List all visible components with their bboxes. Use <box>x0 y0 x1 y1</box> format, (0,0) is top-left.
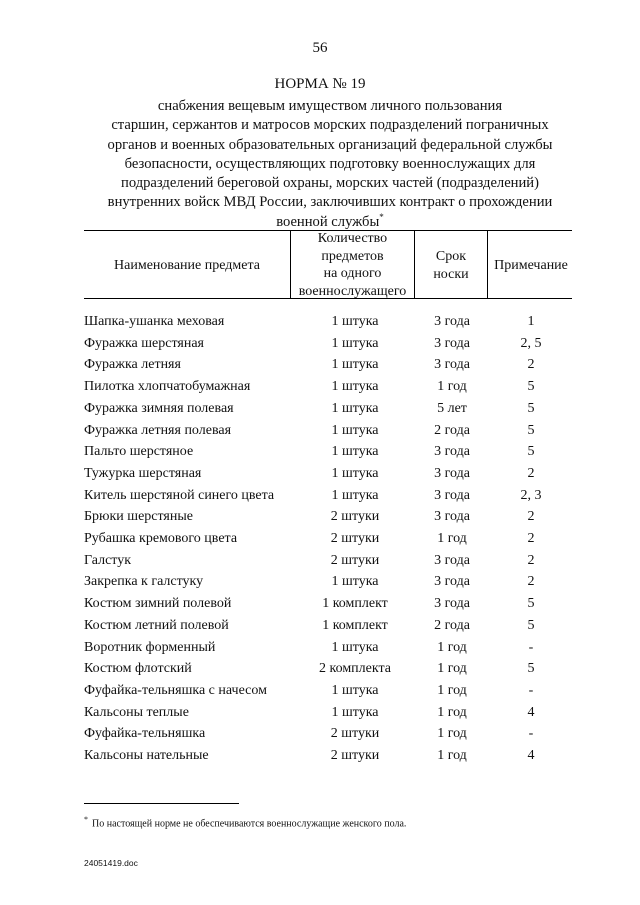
cell-item-name: Брюки шерстяные <box>84 509 193 525</box>
table-row <box>0 423 640 445</box>
table-row <box>0 314 640 336</box>
norm-title: НОРМА № 19 <box>274 76 366 92</box>
cell-note: 2 <box>527 552 535 568</box>
cell-quantity: 2 штуки <box>330 726 380 742</box>
table-row <box>0 683 640 705</box>
table-row <box>0 705 640 727</box>
cell-term: 3 года <box>434 487 470 503</box>
cell-quantity: 1 штука <box>331 704 379 720</box>
cell-note: 2 <box>527 509 535 525</box>
cell-note: 5 <box>527 596 535 612</box>
cell-item-name: Костюм зимний полевой <box>84 596 232 612</box>
cell-item-name: Костюм флотский <box>84 661 192 677</box>
footnote-text: По настоящей норме не обеспечиваются военнослужащие женского пола. <box>92 818 407 830</box>
cell-term: 3 года <box>434 552 470 568</box>
cell-quantity: 2 штуки <box>330 531 380 546</box>
subtitle-line: внутренних войск МВД России, заключивших контракт о прохождении <box>107 194 553 211</box>
cell-term: 3 года <box>434 465 470 481</box>
cell-item-name: Воротник форменный <box>84 639 216 655</box>
cell-quantity: 2 штуки <box>330 552 380 568</box>
cell-quantity: 1 комплект <box>322 596 388 612</box>
cell-quantity: 2 комплекта <box>319 661 391 677</box>
header-term-line: Срок <box>435 249 467 264</box>
cell-item-name: Закрепка к галстуку <box>84 574 204 590</box>
cell-note: 5 <box>527 400 535 416</box>
cell-note: - <box>528 639 534 655</box>
cell-note: 5 <box>527 444 535 460</box>
table-row <box>0 357 640 379</box>
header-term <box>415 248 487 283</box>
header-quantity-line: военнослужащего <box>298 283 407 299</box>
cell-term: 1 год <box>437 704 467 720</box>
cell-item-name: Шапка-ушанка меховая <box>84 314 225 329</box>
table-row <box>0 726 640 748</box>
cell-term: 1 год <box>437 379 467 395</box>
cell-item-name: Фуражка летняя полевая <box>84 422 232 438</box>
cell-item-name: Пилотка хлопчатобумажная <box>84 379 251 395</box>
table-row <box>0 401 640 423</box>
cell-note: 2 <box>527 531 535 546</box>
table-row <box>0 444 640 466</box>
cell-item-name: Фуражка летняя <box>84 357 181 373</box>
header-term-line: носки <box>433 266 469 282</box>
cell-item-name: Рубашка кремового цвета <box>84 531 238 546</box>
cell-note: 1 <box>527 314 535 329</box>
cell-note: 2 <box>527 574 535 590</box>
header-note: Примечание <box>494 258 568 273</box>
header-quantity <box>291 230 414 300</box>
cell-term: 3 года <box>434 357 470 373</box>
cell-quantity: 1 комплект <box>322 617 388 633</box>
cell-quantity: 1 штука <box>331 574 379 590</box>
cell-term: 3 года <box>434 314 470 329</box>
document-id: 24051419.doc <box>84 858 138 868</box>
cell-item-name: Пальто шерстяное <box>84 444 194 460</box>
cell-item-name: Кальсоны нательные <box>84 748 209 763</box>
subtitle-line: подразделений береговой охраны, морских частей (подразделений) <box>121 175 539 192</box>
cell-quantity: 1 штука <box>331 682 379 698</box>
cell-quantity: 2 штуки <box>330 748 380 763</box>
cell-note: 5 <box>527 617 535 633</box>
table-row <box>0 466 640 488</box>
cell-term: 3 года <box>434 335 470 351</box>
cell-term: 2 года <box>434 422 470 438</box>
cell-note: 4 <box>527 704 535 720</box>
subtitle-line: безопасности, осуществляющих подготовку военнослужащих для <box>124 155 536 172</box>
cell-term: 1 год <box>437 661 467 677</box>
table-row <box>0 379 640 401</box>
cell-term: 2 года <box>434 617 470 633</box>
cell-quantity: 1 штука <box>331 357 379 373</box>
cell-note: - <box>528 682 534 698</box>
table-row <box>0 336 640 358</box>
cell-note: 5 <box>527 379 535 395</box>
cell-quantity: 1 штука <box>331 379 379 395</box>
cell-note: 2 <box>527 357 535 373</box>
table-row <box>0 596 640 618</box>
table-row <box>0 748 640 770</box>
cell-note: 5 <box>527 661 535 677</box>
cell-term: 1 год <box>437 748 467 763</box>
subtitle-last-text: военной службы <box>276 213 380 230</box>
cell-quantity: 1 штука <box>331 400 379 416</box>
cell-quantity: 1 штука <box>331 422 379 438</box>
table-row <box>0 640 640 662</box>
cell-term: 5 лет <box>437 400 467 416</box>
header-item-name: Наименование предмета <box>114 258 260 273</box>
table-row <box>0 509 640 531</box>
cell-term: 3 года <box>434 574 470 590</box>
cell-quantity: 1 штука <box>331 487 379 503</box>
table-row <box>0 618 640 640</box>
cell-item-name: Костюм летний полевой <box>84 617 229 633</box>
cell-item-name: Фуфайка-тельняшка <box>84 726 206 742</box>
header-quantity-line: на одного <box>323 266 382 281</box>
table-row <box>0 488 640 510</box>
norm-subtitle <box>100 97 560 232</box>
table-row <box>0 661 640 683</box>
cell-note: 4 <box>527 748 535 763</box>
subtitle-line: органов и военных образовательных организаций федеральной службы <box>107 136 553 153</box>
cell-term: 1 год <box>437 531 467 546</box>
cell-quantity: 1 штука <box>331 639 379 655</box>
cell-item-name: Тужурка шерстяная <box>84 465 202 481</box>
table-row <box>0 531 640 553</box>
cell-item-name: Китель шерстяной синего цвета <box>84 487 275 503</box>
header-quantity-line: Количество <box>317 231 388 246</box>
footnote-rule <box>84 803 239 804</box>
cell-term: 3 года <box>434 444 470 460</box>
cell-quantity: 1 штука <box>331 444 379 460</box>
cell-quantity: 1 штука <box>331 465 379 481</box>
footnote-reference-mark: * <box>379 211 384 222</box>
cell-term: 1 год <box>437 682 467 698</box>
cell-note: 2, 5 <box>520 335 542 351</box>
cell-quantity: 1 штука <box>331 314 379 329</box>
subtitle-line: снабжения вещевым имуществом личного пользования <box>157 98 503 114</box>
subtitle-line: старшин, сержантов и матросов морских подразделений пограничных <box>111 117 549 134</box>
cell-note: 2, 3 <box>520 487 542 503</box>
cell-note: 2 <box>527 465 535 481</box>
cell-term: 1 год <box>437 639 467 655</box>
footnote-mark: * <box>84 815 88 824</box>
cell-item-name: Фуражка шерстяная <box>84 335 204 351</box>
cell-quantity: 1 штука <box>331 335 379 351</box>
footnote <box>84 815 406 829</box>
cell-item-name: Фуражка зимняя полевая <box>84 400 234 416</box>
cell-term: 3 года <box>434 509 470 525</box>
cell-term: 3 года <box>434 596 470 612</box>
cell-term: 1 год <box>437 726 467 742</box>
header-quantity-line: предметов <box>321 248 384 264</box>
cell-note: - <box>528 726 534 742</box>
cell-item-name: Кальсоны теплые <box>84 704 189 720</box>
cell-item-name: Галстук <box>84 552 132 568</box>
cell-quantity: 2 штуки <box>330 509 380 525</box>
cell-note: 5 <box>527 422 535 438</box>
table-row <box>0 553 640 575</box>
cell-item-name: Фуфайка-тельняшка с начесом <box>84 682 267 698</box>
table-row <box>0 574 640 596</box>
page-number: 56 <box>312 40 328 56</box>
